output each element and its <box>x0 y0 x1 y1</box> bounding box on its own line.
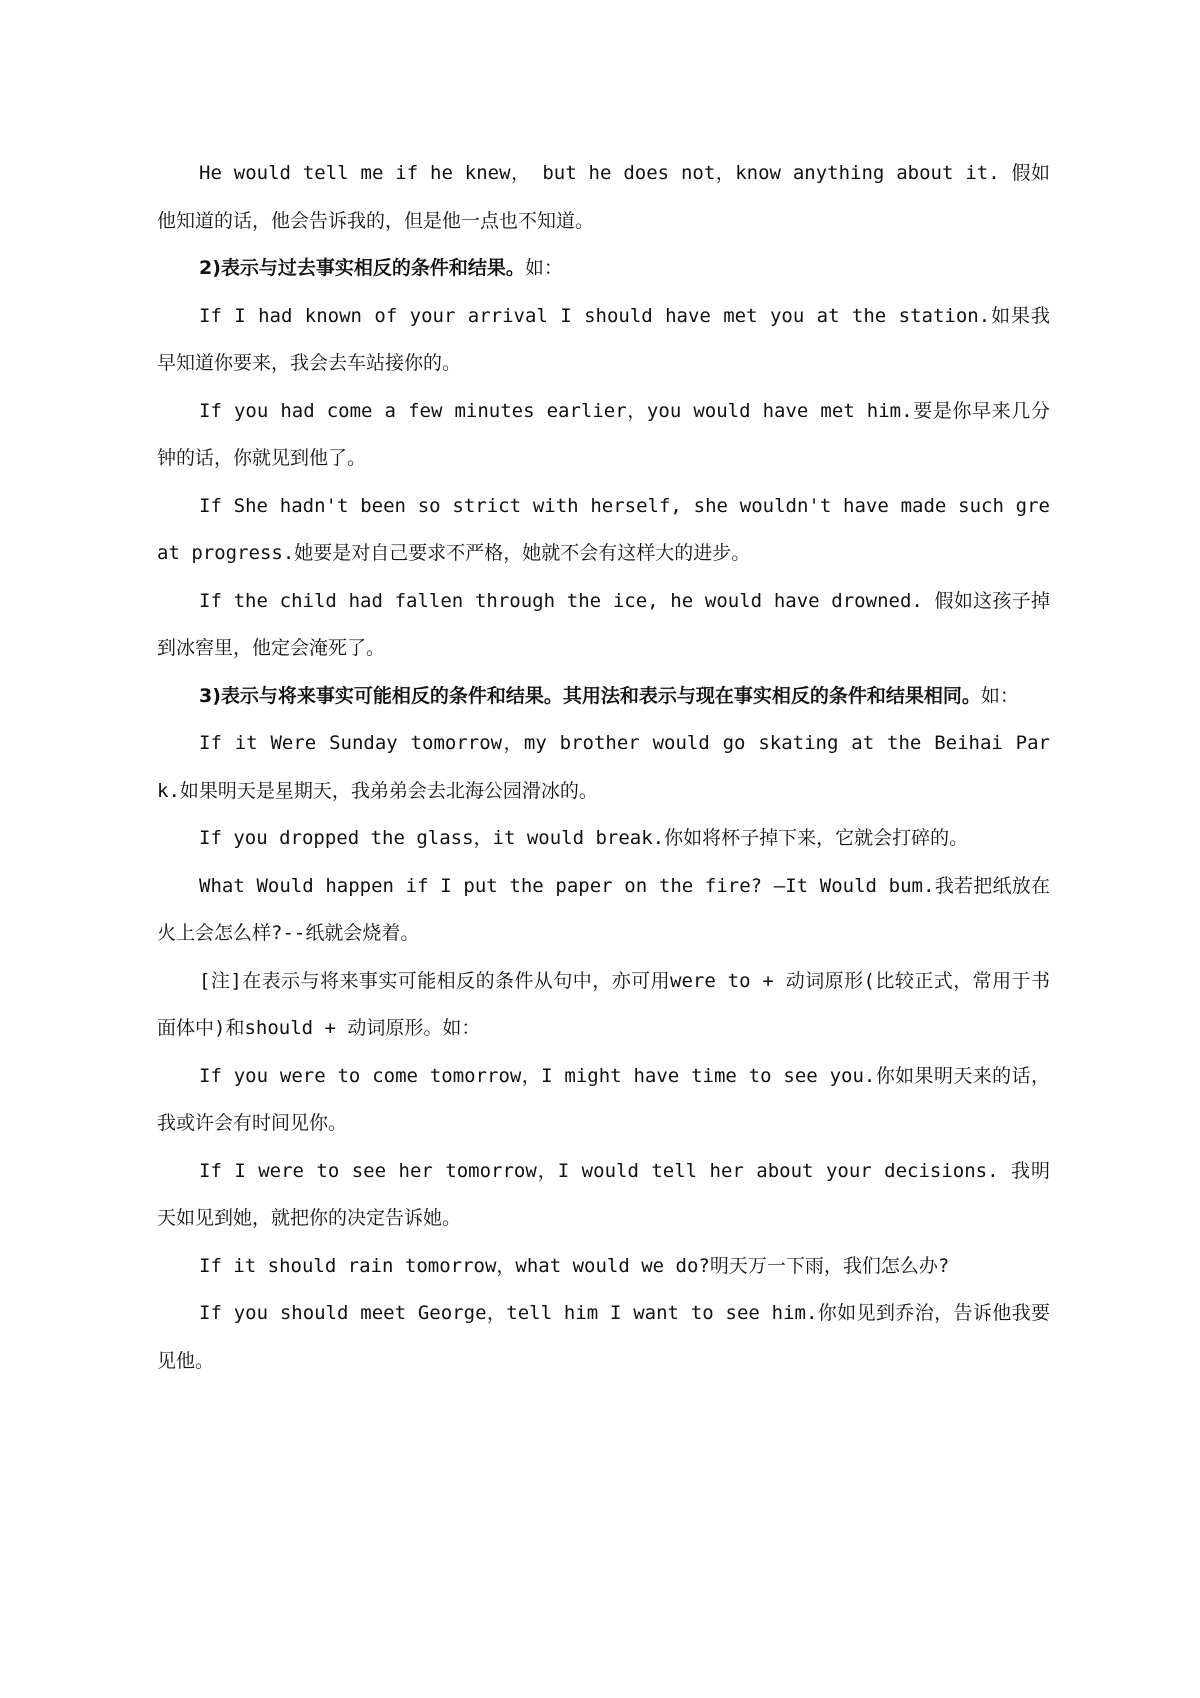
section-heading <box>157 245 1050 293</box>
section-heading <box>157 673 1050 721</box>
example-sentence: If it should rain tomorrow，what would we do?明天万一下雨，我们怎么办? <box>199 1254 950 1277</box>
document-body <box>157 150 1050 1385</box>
example-sentence: If you should meet George，tell him I want to see him.你如见到乔治，告诉他我要见他。 <box>157 1302 1050 1372</box>
example-sentence: If I were to see her tomorrow，I would tell her about your decisions. 我明天如见到她，就把你的决定告诉她。 <box>157 1159 1050 1229</box>
example-sentence: What Would happen if I put the paper on the fire? —It Would bum.我若把纸放在火上会怎么样?--纸就会烧着。 <box>157 874 1050 944</box>
heading-suffix: 如： <box>524 257 563 279</box>
example-sentence: If I had known of your arrival I should have met you at the station.如果我早知道你要来，我会去车站接你的。 <box>157 304 1050 374</box>
heading-text: 3)表示与将来事实可能相反的条件和结果。其用法和表示与现在事实相反的条件和结果相同。 <box>199 684 981 707</box>
heading-suffix: 如： <box>980 684 1019 707</box>
example-sentence: If She hadn't been so strict with herself, she wouldn't have made such great progress.她要是对自己要求不严格，她就不会有这样大的进步。 <box>157 494 1050 564</box>
example-sentence: If the child had fallen through the ice, he would have drowned. 假如这孩子掉到冰窖里，他定会淹死了。 <box>157 589 1050 659</box>
heading-text: 2)表示与过去事实相反的条件和结果。 <box>199 257 525 279</box>
example-sentence: If you dropped the glass，it would break.你如将杯子掉下来，它就会打碎的。 <box>199 827 969 849</box>
example-sentence: If you were to come tomorrow，I might have time to see you.你如果明天来的话，我或许会有时间见你。 <box>157 1064 1050 1134</box>
note-paragraph: [注]在表示与将来事实可能相反的条件从句中，亦可用were to + 动词原形(比较正式，常用于书面体中)和should + 动词原形。如： <box>157 969 1050 1039</box>
example-sentence: If it Were Sunday tomorrow，my brother would go skating at the Beihai Park.如果明天是星期天，我弟弟会去北海公园滑冰的。 <box>157 732 1050 802</box>
example-sentence: He would tell me if he knew， but he does not，know anything about it. 假如他知道的话，他会告诉我的，但是他一点也不知道。 <box>157 162 1050 232</box>
example-sentence: If you had come a few minutes earlier，you would have met him.要是你早来几分钟的话，你就见到他了。 <box>157 399 1050 469</box>
